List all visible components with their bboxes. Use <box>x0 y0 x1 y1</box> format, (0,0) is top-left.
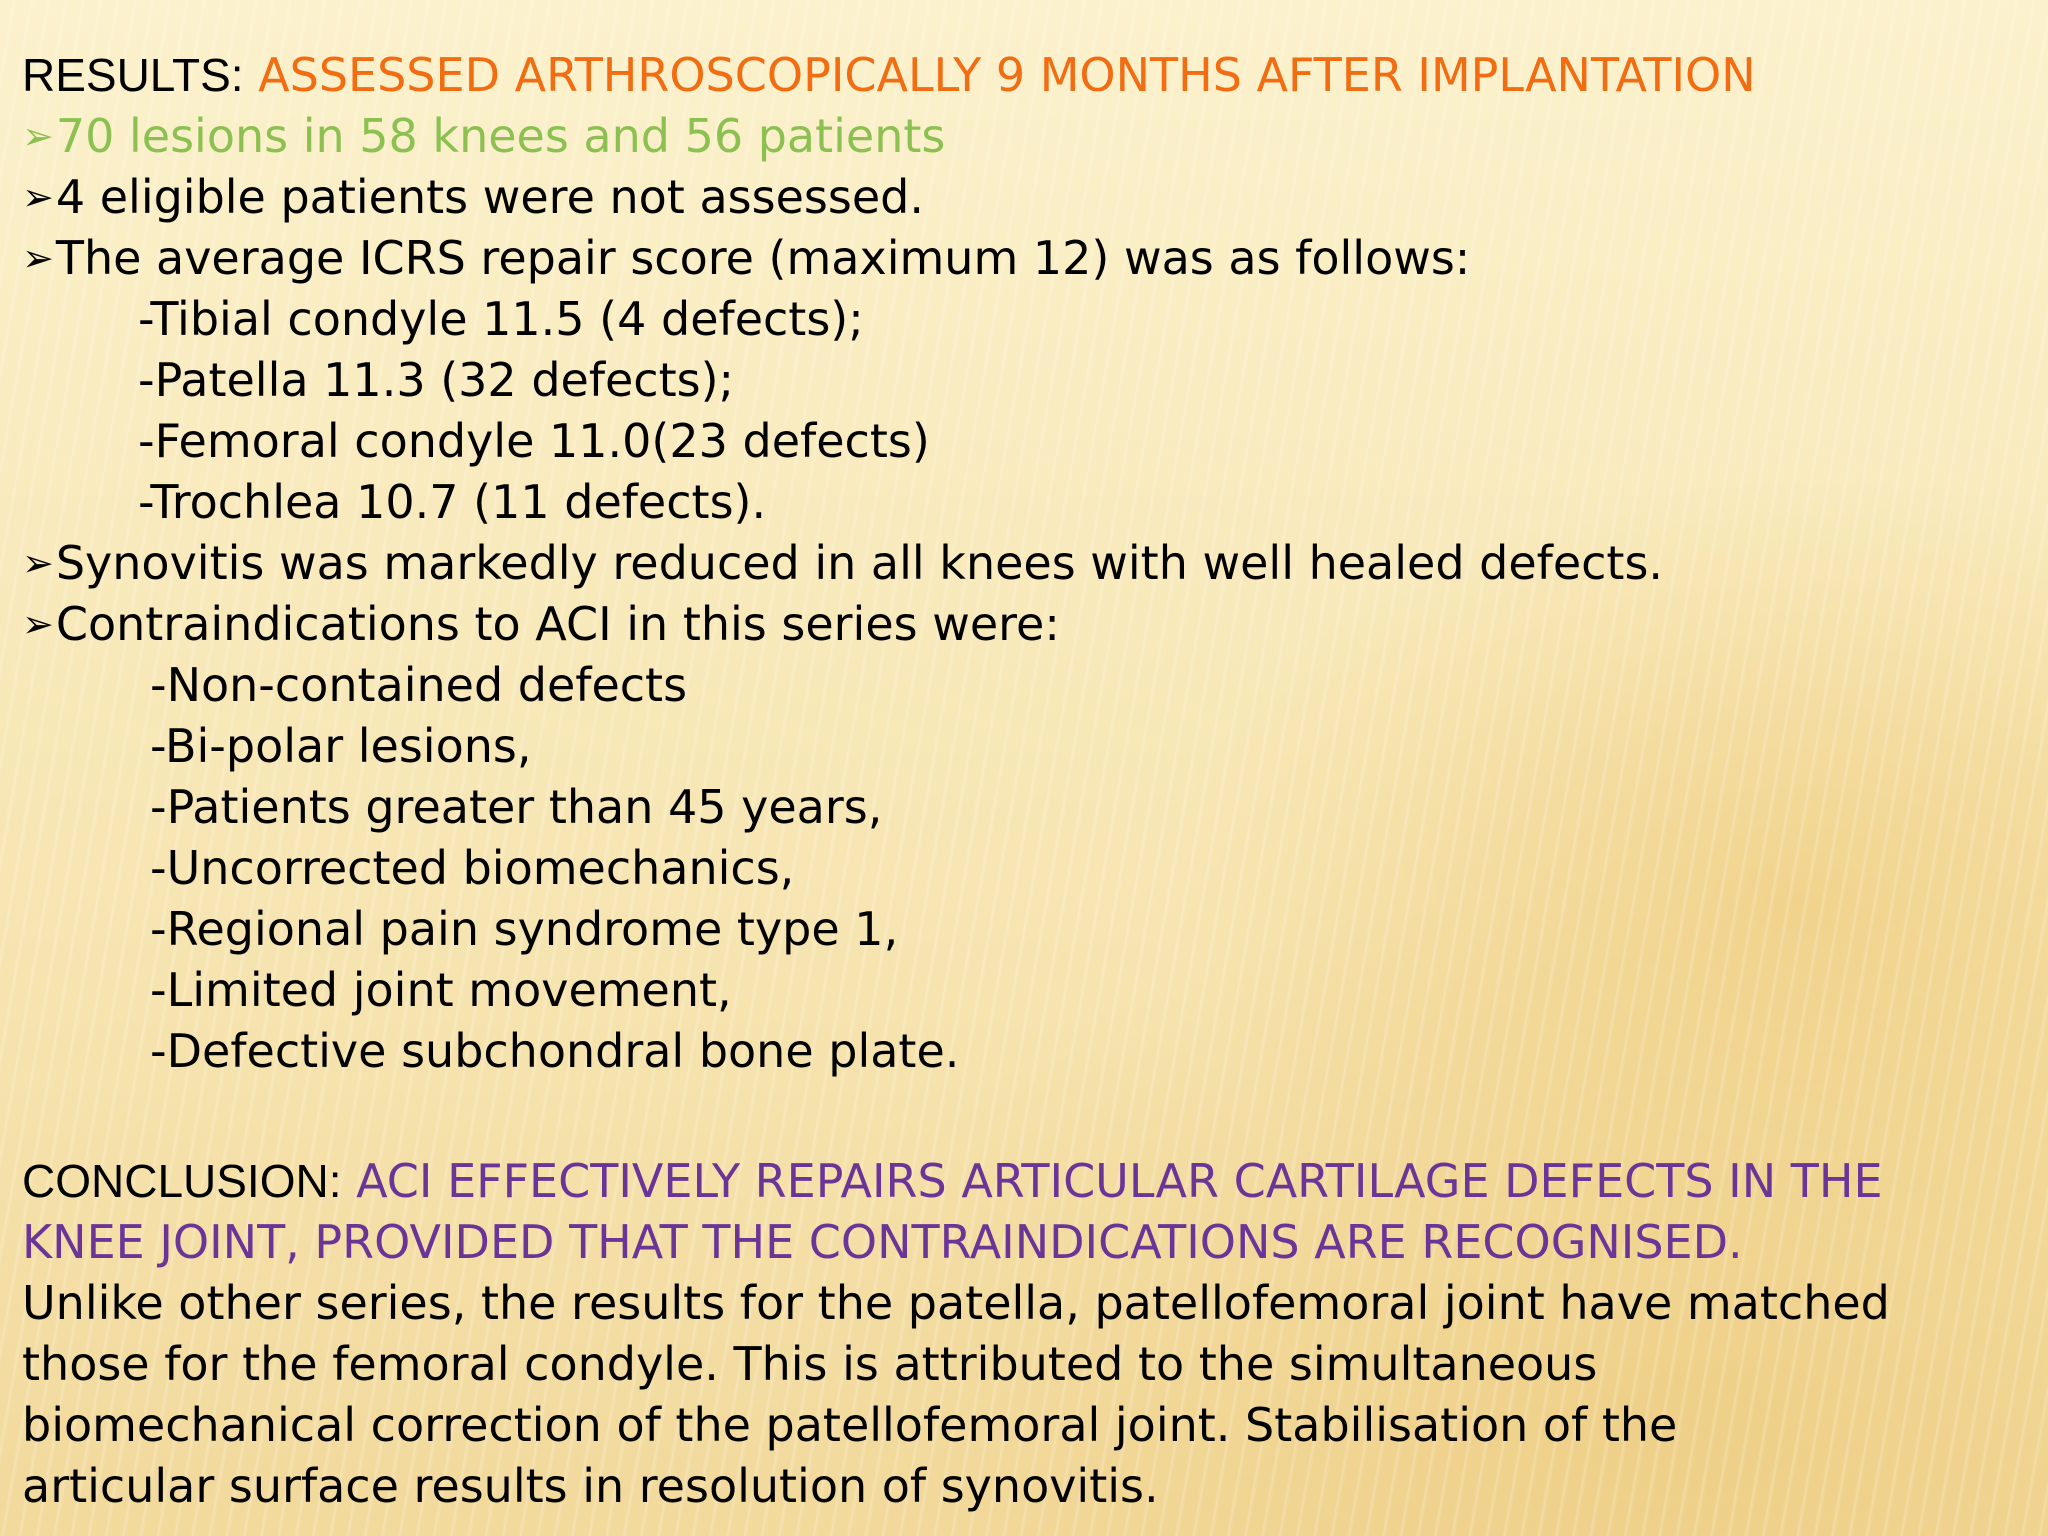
conclusion-body-line: Unlike other series, the results for the patella, patellofemoral joint have matched <box>22 1276 1890 1330</box>
results-heading-line <box>22 44 1756 106</box>
conclusion-label: CONCLUSION: <box>22 1155 342 1207</box>
results-label: RESULTS: <box>22 49 244 101</box>
score-item: -Tibial condyle 11.5 (4 defects); <box>138 292 864 346</box>
score-item: -Patella 11.3 (32 defects); <box>138 353 735 407</box>
bullet-icrs-score <box>22 227 1470 289</box>
arrow-bullet-icon: ➢ <box>22 114 54 158</box>
results-heading: ASSESSED ARTHROSCOPICALLY 9 MONTHS AFTER IMPLANTATION <box>258 48 1756 102</box>
score-item: -Femoral condyle 11.0(23 defects) <box>138 414 930 468</box>
conclusion-heading-line1: ACI EFFECTIVELY REPAIRS ARTICULAR CARTILAGE DEFECTS IN THE <box>356 1154 1883 1208</box>
contraindication-item: -Uncorrected biomechanics, <box>150 841 795 895</box>
conclusion-heading-line2: KNEE JOINT, PROVIDED THAT THE CONTRAINDICATIONS ARE RECOGNISED. <box>22 1215 1743 1269</box>
contraindication-item: -Non-contained defects <box>150 658 688 712</box>
bullet-text: 4 eligible patients were not assessed. <box>55 170 924 224</box>
arrow-bullet-icon: ➢ <box>22 541 54 585</box>
bullet-not-assessed <box>22 166 924 228</box>
conclusion-body-line: articular surface results in resolution of synovitis. <box>22 1459 1159 1513</box>
arrow-bullet-icon: ➢ <box>22 175 54 219</box>
score-item: -Trochlea 10.7 (11 defects). <box>138 475 767 529</box>
conclusion-heading-line <box>22 1150 1883 1212</box>
bullet-text: Contraindications to ACI in this series were: <box>55 597 1060 651</box>
conclusion-body-line: those for the femoral condyle. This is attributed to the simultaneous <box>22 1337 1598 1391</box>
bullet-lesions <box>22 105 945 167</box>
bullet-text: 70 lesions in 58 knees and 56 patients <box>55 109 946 163</box>
bullet-text: The average ICRS repair score (maximum 12) was as follows: <box>55 231 1471 285</box>
contraindication-item: -Patients greater than 45 years, <box>150 780 883 834</box>
arrow-bullet-icon: ➢ <box>22 236 54 280</box>
contraindication-item: -Limited joint movement, <box>150 963 732 1017</box>
contraindication-item: -Defective subchondral bone plate. <box>150 1024 960 1078</box>
bullet-synovitis <box>22 532 1663 594</box>
contraindication-item: -Regional pain syndrome type 1, <box>150 902 899 956</box>
contraindication-item: -Bi-polar lesions, <box>150 719 532 773</box>
conclusion-body-line: biomechanical correction of the patellofemoral joint. Stabilisation of the <box>22 1398 1678 1452</box>
arrow-bullet-icon: ➢ <box>22 602 54 646</box>
bullet-contraindications <box>22 593 1060 655</box>
bullet-text: Synovitis was markedly reduced in all knees with well healed defects. <box>55 536 1664 590</box>
